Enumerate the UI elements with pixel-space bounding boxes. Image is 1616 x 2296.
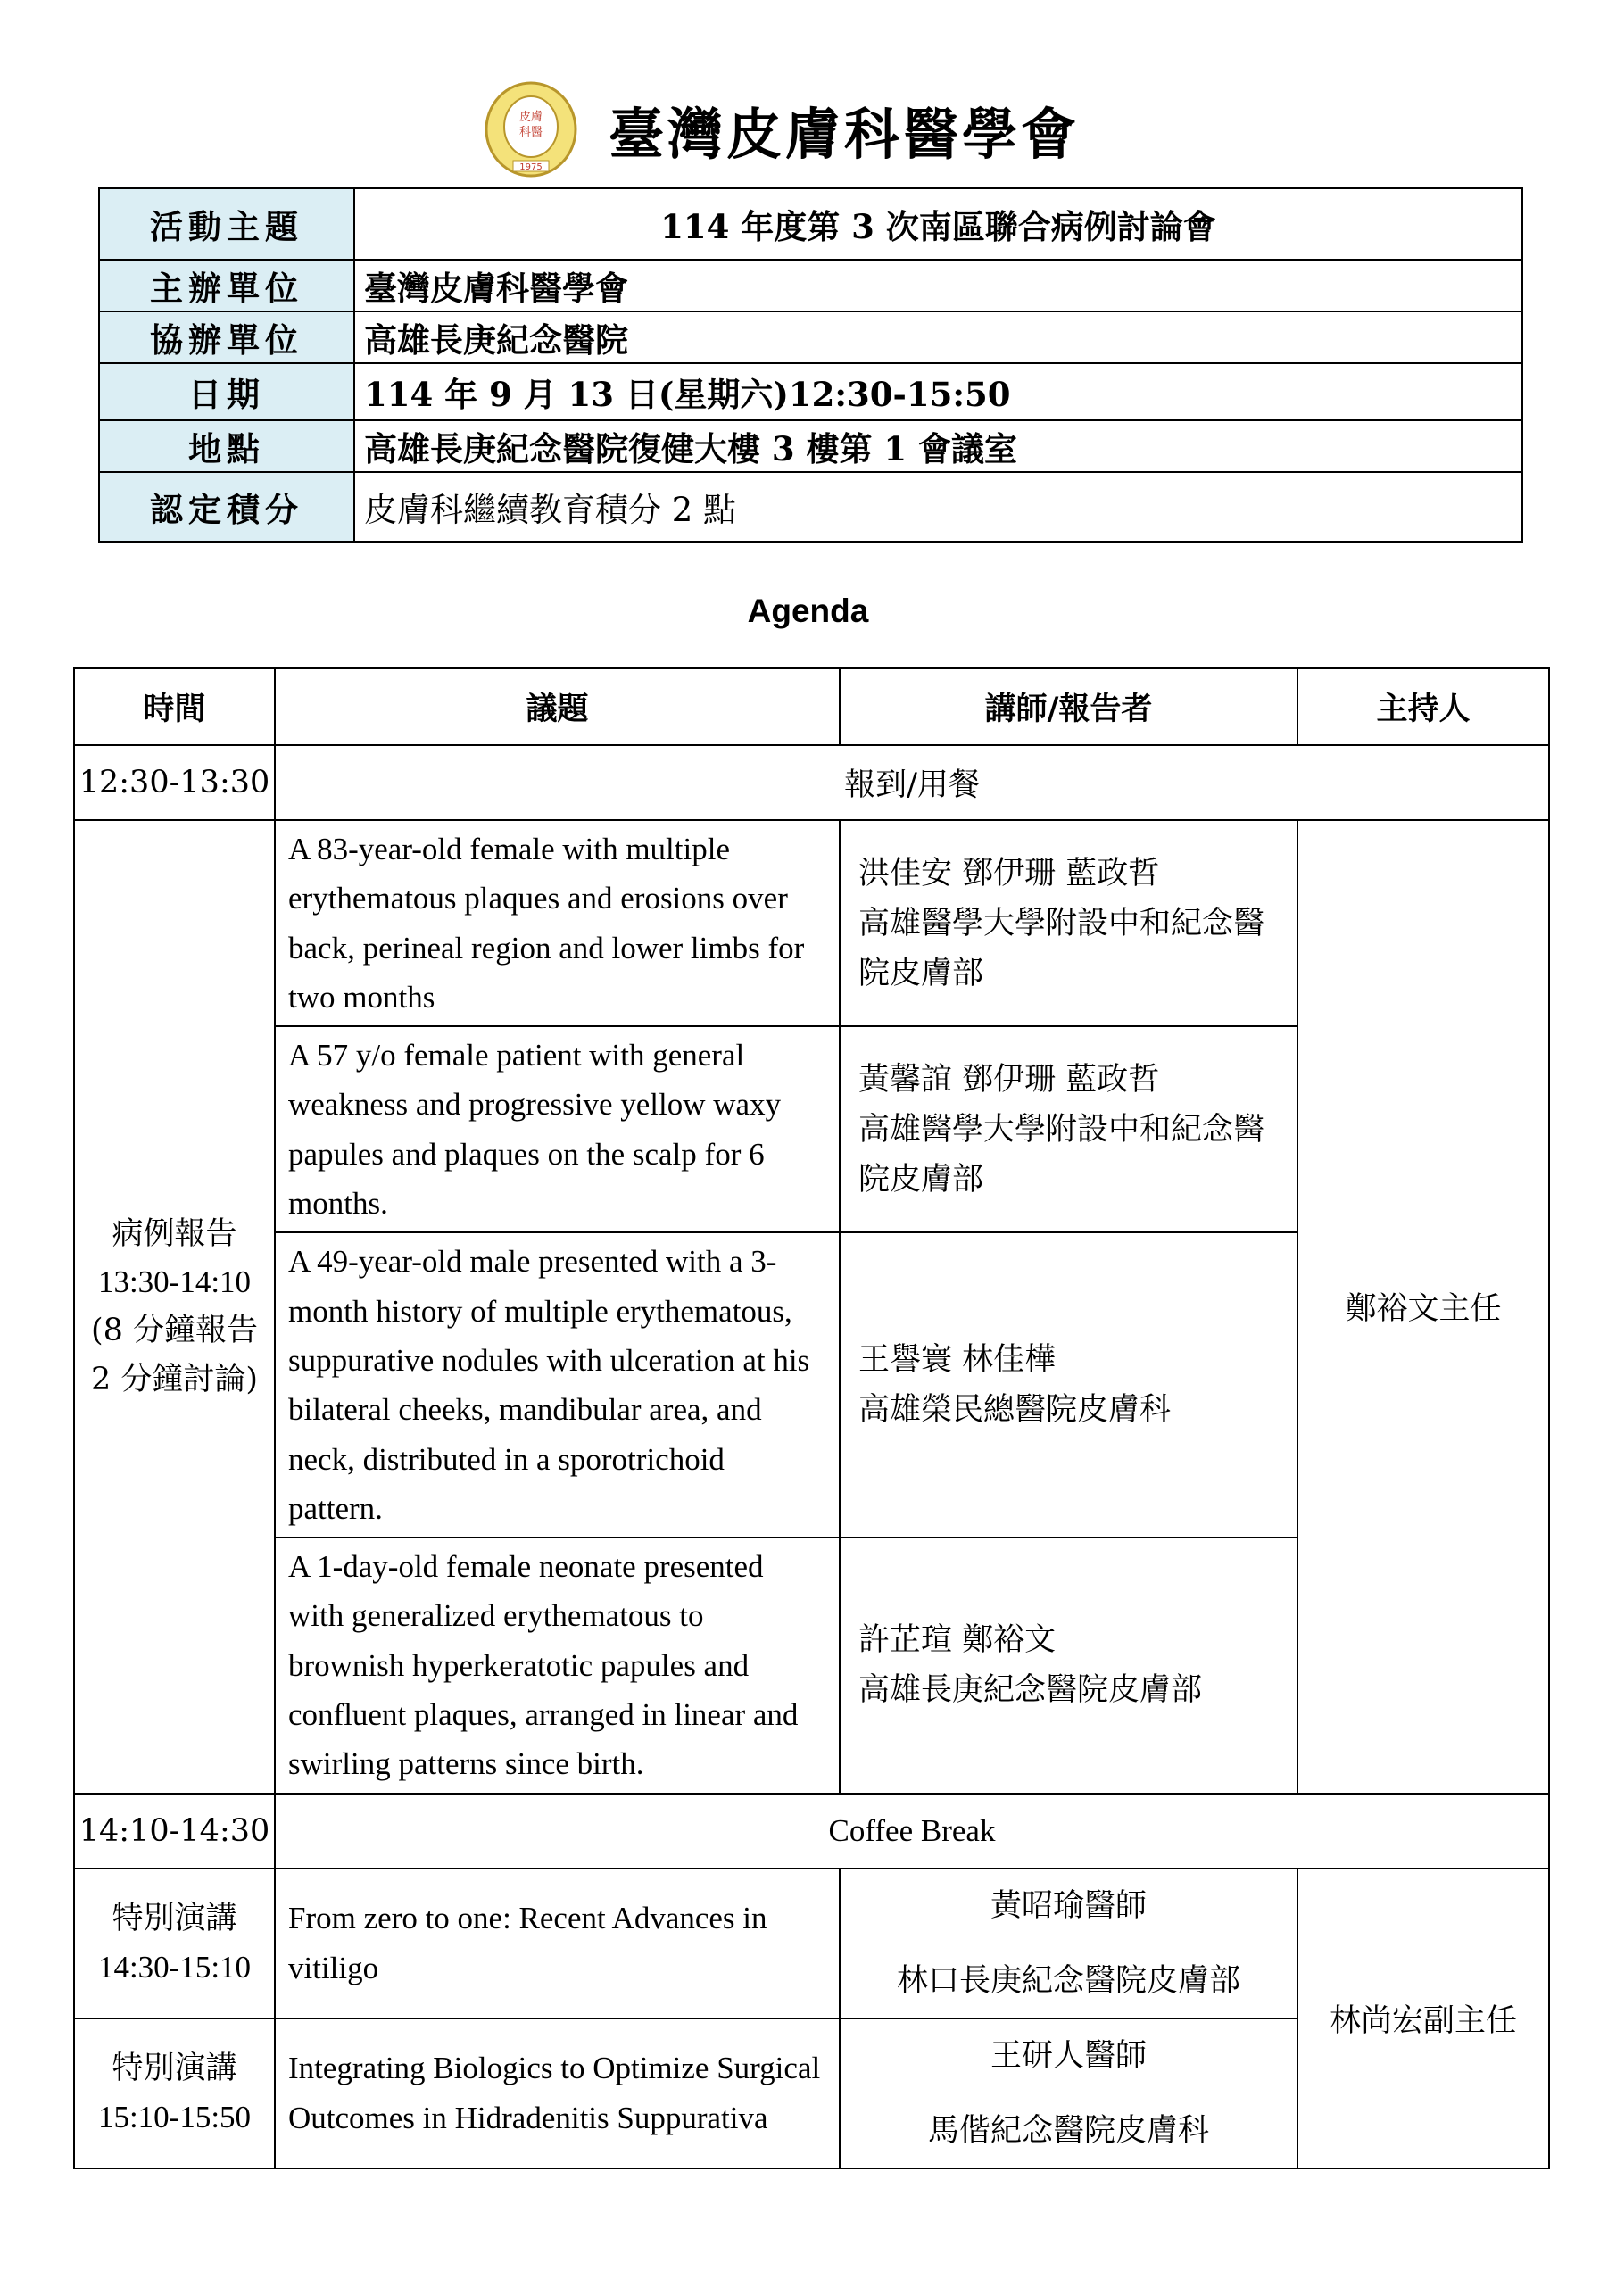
column-header: 議題 xyxy=(275,668,840,745)
info-key: 協辦單位 xyxy=(99,311,354,363)
speaker-affiliation: 林口長庚紀念醫院皮膚部 xyxy=(896,1962,1240,1999)
agenda-header-row xyxy=(74,668,1549,745)
time-line: (8 分鐘報告 xyxy=(90,1313,259,1349)
spacer xyxy=(858,2081,1279,2106)
info-key: 日期 xyxy=(99,363,354,420)
case-speakers xyxy=(840,1232,1297,1538)
time-line: 病例報告 xyxy=(112,1215,237,1252)
info-key: 主辦單位 xyxy=(99,260,354,311)
time-line: 特別演講 xyxy=(112,2051,237,2087)
case-moderator: 鄭裕文主任 xyxy=(1297,820,1549,1794)
lecture-row xyxy=(74,1869,1549,2018)
case-session-time xyxy=(74,820,275,1794)
case-speakers xyxy=(840,1026,1297,1232)
speaker-names: 許芷瑄 鄭裕文 xyxy=(858,1622,1057,1659)
time-line: 2 分鐘討論) xyxy=(90,1361,259,1397)
column-header: 講師/報告者 xyxy=(840,668,1297,745)
lecture-speaker xyxy=(840,2018,1297,2168)
time-line: 特別演講 xyxy=(112,1901,237,1937)
speaker-names: 王譽寰 林佳樺 xyxy=(858,1342,1057,1379)
info-value: 114 年度第 3 次南區聯合病例討論會 xyxy=(354,188,1522,260)
svg-text:皮膚: 皮膚 xyxy=(518,111,543,124)
lecture-time xyxy=(74,1869,275,2018)
agenda-title: Agenda xyxy=(747,593,869,629)
info-value: 高雄長庚紀念醫院 xyxy=(354,311,1522,363)
page-header xyxy=(482,71,1080,187)
svg-text:科醫: 科醫 xyxy=(518,126,543,139)
speaker-affiliation: 高雄醫學大學附設中和紀念醫院皮膚部 xyxy=(858,905,1265,991)
spacer xyxy=(858,1931,1279,1956)
info-value: 皮膚科繼續教育積分 2 點 xyxy=(354,472,1522,542)
column-header: 主持人 xyxy=(1297,668,1549,745)
session-time: 14:10-14:30 xyxy=(74,1794,275,1869)
case-row xyxy=(74,820,1549,1026)
info-key: 活動主題 xyxy=(99,188,354,260)
time-line: 13:30-14:10 xyxy=(97,1264,252,1300)
checkin-label: 報到/用餐 xyxy=(275,745,1549,820)
info-value: 臺灣皮膚科醫學會 xyxy=(354,260,1522,311)
lecture-topic: From zero to one: Recent Advances in vitiligo xyxy=(275,1869,840,2018)
break-label: Coffee Break xyxy=(275,1794,1549,1869)
lecture-topic: Integrating Biologics to Optimize Surgical Outcomes in Hidradenitis Suppurativa xyxy=(275,2018,840,2168)
organization-title: 臺灣皮膚科醫學會 xyxy=(609,101,1081,167)
info-row-date xyxy=(99,363,1522,420)
association-logo-icon xyxy=(482,80,580,178)
info-row-location xyxy=(99,420,1522,472)
info-row-organizer xyxy=(99,260,1522,311)
column-header: 時間 xyxy=(74,668,275,745)
speaker-name: 黃昭瑜醫師 xyxy=(990,1887,1147,1924)
info-row-co-organizer xyxy=(99,311,1522,363)
speaker-name: 王研人醫師 xyxy=(990,2037,1147,2074)
case-topic: A 49-year-old male presented with a 3-month history of multiple erythematous, suppurative nodules with ulceration at his bilateral cheeks, mandibular area, and neck, distributed in a sporotrichoid pattern. xyxy=(275,1232,840,1538)
case-speakers xyxy=(840,1538,1297,1793)
speaker-names: 洪佳安 鄧伊珊 藍政哲 xyxy=(858,855,1160,891)
svg-text:1975: 1975 xyxy=(519,162,543,172)
info-key: 認定積分 xyxy=(99,472,354,542)
case-topic: A 83-year-old female with multiple erythematous plaques and erosions over back, perineal region and lower limbs for two months xyxy=(275,820,840,1026)
session-time: 12:30-13:30 xyxy=(74,745,275,820)
info-row-credits xyxy=(99,472,1522,542)
info-key: 地點 xyxy=(99,420,354,472)
time-line: 15:10-15:50 xyxy=(97,2099,252,2134)
break-row xyxy=(74,1794,1549,1869)
speaker-affiliation: 高雄長庚紀念醫院皮膚部 xyxy=(858,1672,1203,1709)
speaker-affiliation: 高雄榮民總醫院皮膚科 xyxy=(858,1392,1172,1429)
case-topic: A 57 y/o female patient with general weakness and progressive yellow waxy papules and plaques on the scalp for 6 months. xyxy=(275,1026,840,1232)
checkin-row xyxy=(74,745,1549,820)
lecture-time xyxy=(74,2018,275,2168)
case-speakers xyxy=(840,820,1297,1026)
speaker-affiliation: 馬偕紀念醫院皮膚科 xyxy=(927,2112,1209,2149)
time-line: 14:30-15:10 xyxy=(97,1949,252,1985)
lecture-moderator: 林尚宏副主任 xyxy=(1297,1869,1549,2168)
agenda-table xyxy=(73,667,1550,2169)
case-topic: A 1-day-old female neonate presented with generalized erythematous to brownish hyperkeratotic papules and confluent plaques, arranged in linear and swirling patterns since birth. xyxy=(275,1538,840,1793)
info-value: 高雄長庚紀念醫院復健大樓 3 樓第 1 會議室 xyxy=(354,420,1522,472)
info-value: 114 年 9 月 13 日(星期六)12:30-15:50 xyxy=(354,363,1522,420)
speaker-names: 黃馨誼 鄧伊珊 藍政哲 xyxy=(858,1061,1160,1098)
info-row-theme xyxy=(99,188,1522,260)
speaker-affiliation: 高雄醫學大學附設中和紀念醫院皮膚部 xyxy=(858,1111,1265,1198)
lecture-speaker xyxy=(840,1869,1297,2018)
event-info-table xyxy=(98,187,1523,543)
